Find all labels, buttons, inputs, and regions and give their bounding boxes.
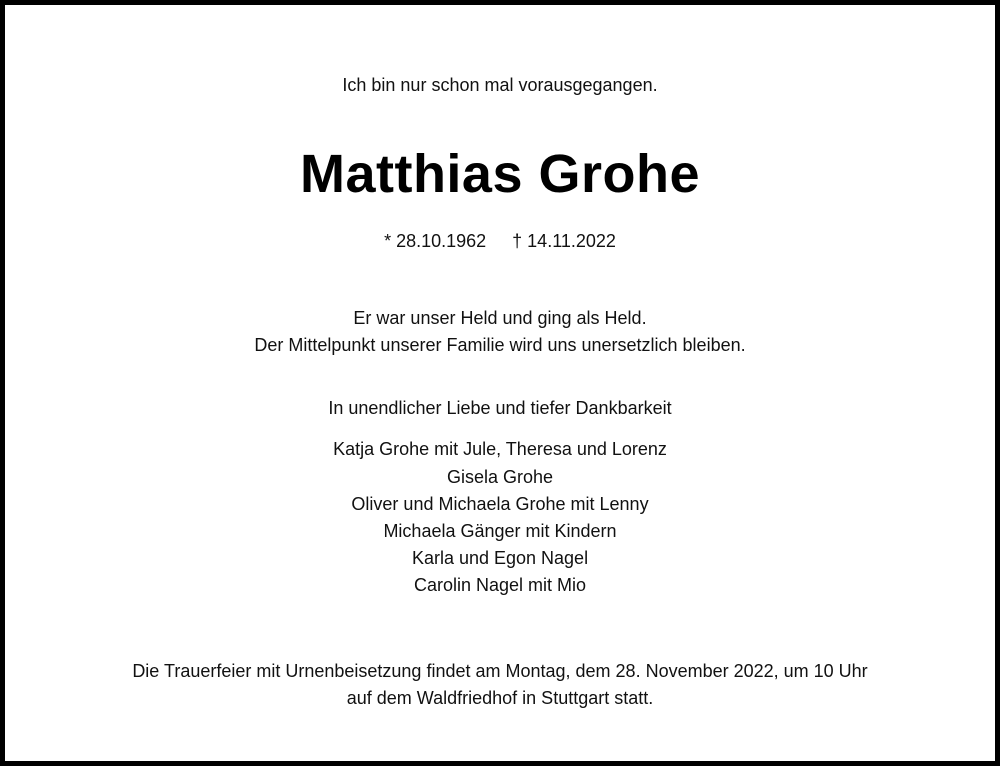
mourner-line: Carolin Nagel mit Mio	[413, 575, 587, 595]
mourner-line: Michaela Gänger mit Kindern	[383, 521, 617, 541]
life-dates	[5, 231, 995, 252]
mourner-line: Oliver und Michaela Grohe mit Lenny	[351, 494, 649, 514]
verse-line: Der Mittelpunkt unserer Familie wird uns unersetzlich bleiben.	[254, 335, 746, 355]
motto: Ich bin nur schon mal vorausgegangen.	[342, 75, 658, 95]
mourner-line: Katja Grohe mit Jule, Theresa und Lorenz	[333, 439, 667, 459]
deceased-name: Matthias Grohe	[299, 144, 701, 204]
mourners-intro: In unendlicher Liebe und tiefer Dankbarkeit	[328, 398, 672, 418]
funeral-notice-line: Die Trauerfeier mit Urnenbeisetzung findet am Montag, dem 28. November 2022, um 10 Uhr	[132, 661, 868, 681]
death-date: † 14.11.2022	[512, 231, 616, 251]
birth-date: * 28.10.1962	[384, 231, 487, 251]
mourner-line: Gisela Grohe	[446, 467, 554, 487]
mourner-line: Karla und Egon Nagel	[411, 548, 589, 568]
funeral-notice-line: auf dem Waldfriedhof in Stuttgart statt.	[346, 688, 654, 708]
verse-line: Er war unser Held und ging als Held.	[353, 308, 647, 328]
